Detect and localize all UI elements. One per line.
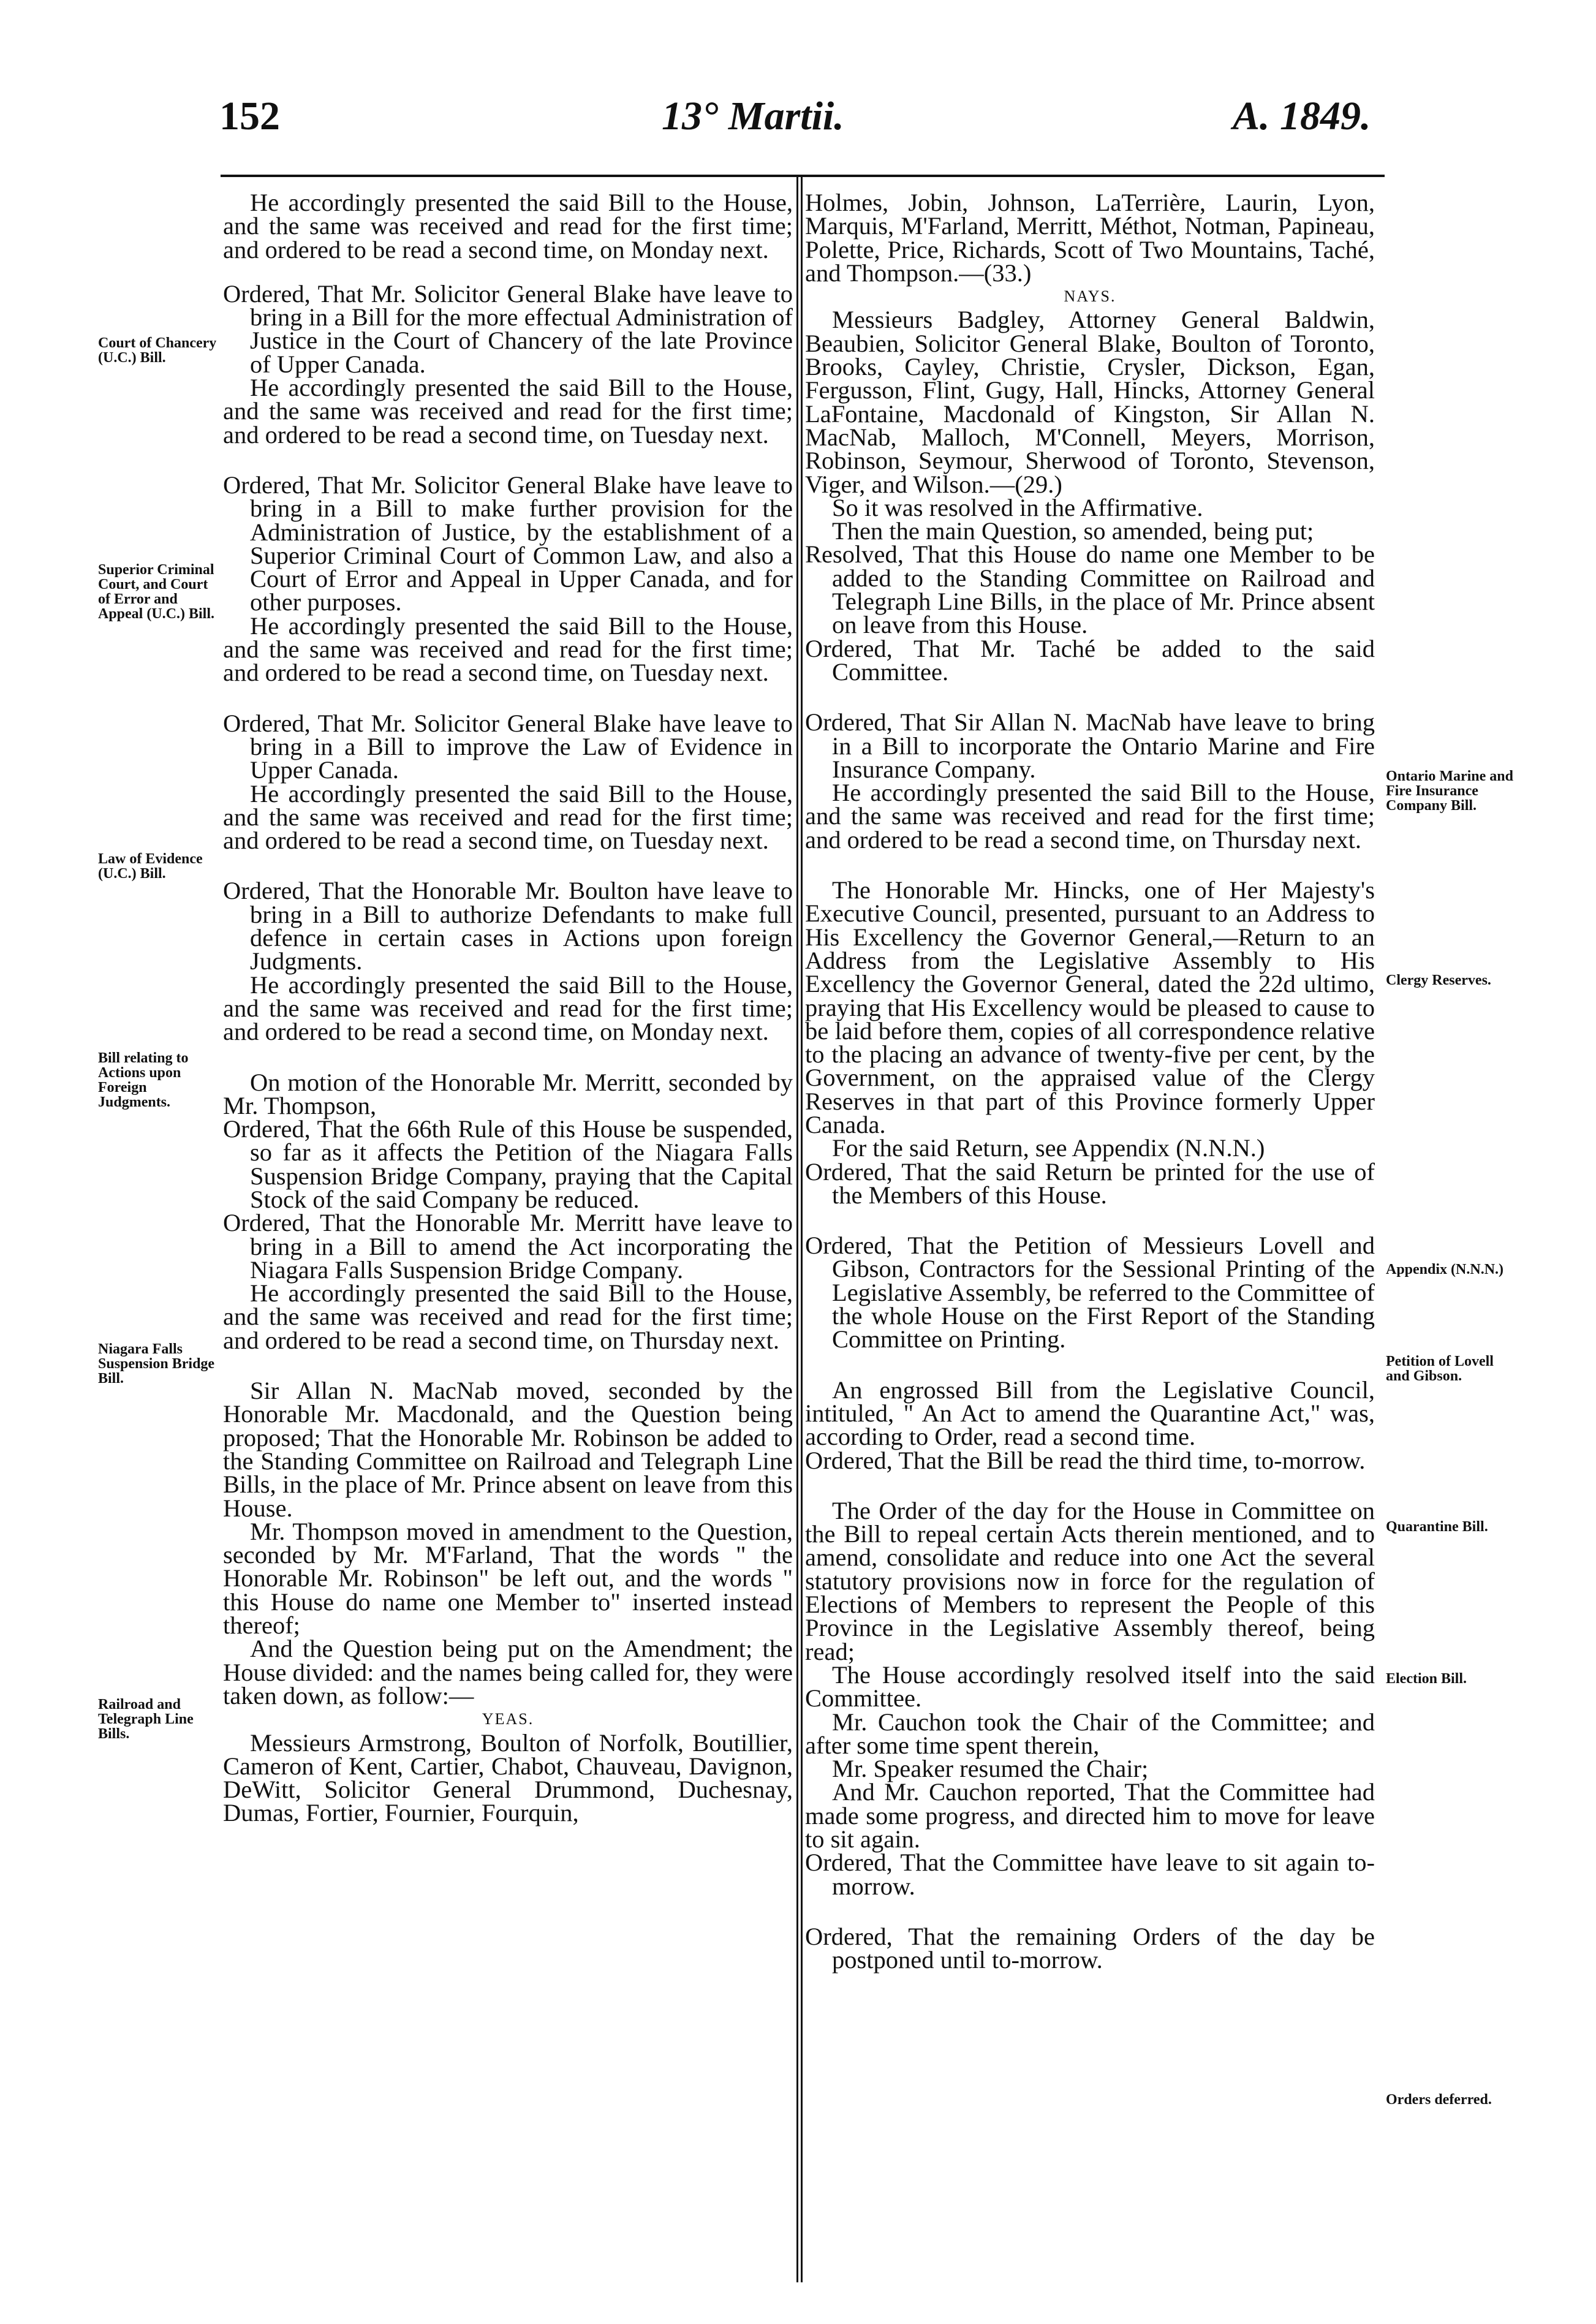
paragraph: He accordingly presented the said Bill to the House, and the same was received and read for the first time; and ordered to be read a second time, on Tuesday next. (223, 611, 793, 687)
header-rule (221, 175, 1385, 177)
margin-note-chancery: Court of Chancery (U.C.) Bill. (98, 335, 217, 366)
paragraph: The House accordingly resolved itself into the said Committee. (805, 1660, 1375, 1713)
paragraph: The Order of the day for the House in Committee on the Bill to repeal certain Acts therein mentioned, and to amend, consolidate and reduce into one Act the several statutory provisions now in force for the regulation of Elections of Members to represent the People of this Province in the Legislative Assembly thereof, being read; (805, 1496, 1375, 1665)
paragraph: And Mr. Cauchon reported, That the Committee had made some progress, and directed him to move for leave to sit again. (805, 1778, 1375, 1853)
paragraph: Ordered, That the Bill be read the third time, to-morrow. (805, 1446, 1366, 1474)
session-year: A. 1849. (1233, 94, 1371, 138)
paragraph: The Honorable Mr. Hincks, one of Her Majesty's Executive Council, presented, pursuant to an Address to His Excellency the Governor General,—Return to an Address from the Legislative Assembly to His Excellency the Governor General, dated the 22d ultimo, praying that His Excellency would be pleased to cause to be laid before them, copies of all correspondence relative to the placing an advance of twenty-five per cent, by the Government, on the appraised value of the Clergy Reserves in that part of this Province formerly Upper Canada. (805, 876, 1375, 1138)
yeas-heading: YEAS. (482, 1710, 534, 1728)
paragraph: Ordered, That Mr. Solicitor General Blake have leave to bring in a Bill to make further provision for the Administration of Justice, by the establishment of a Superior Criminal Court of Common Law, and also a Court of Error and Appeal in Upper Canada, and for other purposes. (223, 471, 793, 616)
yeas-list-continued: Holmes, Jobin, Johnson, LaTerrière, Laurin, Lyon, Marquis, M'Farland, Merritt, Méthot, Notman, Papineau, Polette, Price, Richards, Scott of Two Mountains, Taché, and Thompson.—(33.) (805, 189, 1375, 287)
margin-note-evidence: Law of Evidence (U.C.) Bill. (98, 851, 203, 882)
paragraph: He accordingly presented the said Bill to the House, and the same was received and read for the first time; and ordered to be read a second time, on Thursday next. (223, 1279, 793, 1354)
margin-note-petition: Petition of Lovell and Gibson. (1386, 1353, 1494, 1384)
paragraph: Mr. Speaker resumed the Chair; (832, 1755, 1149, 1783)
paragraph: Ordered, That Sir Allan N. MacNab have leave to bring in a Bill to incorporate the Ontario Marine and Fire Insurance Company. (805, 708, 1375, 783)
margin-note-election: Election Bill. (1386, 1671, 1467, 1687)
paragraph: Ordered, That the said Return be printed for the use of the Members of this House. (805, 1157, 1375, 1209)
paragraph: On motion of the Honorable Mr. Merritt, seconded by Mr. Thompson, (223, 1068, 793, 1119)
paragraph: He accordingly presented the said Bill to the House, and the same was received and read for the first time; and ordered to be read a second time, on Monday next. (223, 189, 793, 263)
session-date: 13° Martii. (662, 94, 844, 138)
column-divider-right (801, 175, 803, 2282)
nays-list: Messieurs Badgley, Attorney General Baldwin, Beaubien, Solicitor General Blake, Boulton of Toronto, Brooks, Cayley, Christie, Crysler, Dickson, Egan, Fergusson, Flint, Gugy, Hall, Hincks, Attorney General LaFontaine, Macdonald of Kingston, Sir Allan N. MacNab, Malloch, M'Connell, Meyers, Morrison, Robinson, Seymour, Sherwood of Toronto, Stevenson, Viger, and Wilson.—(29.) (805, 306, 1375, 498)
margin-note-appendix: Appendix (N.N.N.) (1386, 1262, 1504, 1277)
paragraph: Ordered, That Mr. Solicitor General Blake have leave to bring in a Bill for the more effectual Administration of Justice in the Court of Chancery of the late Province of Upper Canada. (223, 279, 793, 378)
paragraph: Mr. Thompson moved in amendment to the Question, seconded by Mr. M'Farland, That the words " the Honorable Mr. Robinson" be left out, and the words " this House do name one Member to" inserted instead thereof; (223, 1517, 793, 1640)
paragraph: He accordingly presented the said Bill to the House, and the same was received and read for the first time; and ordered to be read a second time, on Monday next. (223, 971, 793, 1046)
paragraph: For the said Return, see Appendix (N.N.N.) (832, 1134, 1265, 1162)
page-number: 152 (219, 94, 280, 138)
margin-note-ontario-marine: Ontario Marine and Fire Insurance Company Bill. (1386, 768, 1513, 814)
yeas-list: Messieurs Armstrong, Boulton of Norfolk, Boutillier, Cameron of Kent, Cartier, Chabot, Chauveau, Davignon, DeWitt, Solicitor General Drummond, Duchesnay, Dumas, Fortier, Fournier, Fourquin, (223, 1728, 793, 1827)
paragraph: Ordered, That the 66th Rule of this House be suspended, so far as it affects the Petition of the Niagara Falls Suspension Bridge Company, praying that the Capital Stock of the said Company be reduced. (223, 1115, 793, 1213)
margin-note-orders-deferred: Orders deferred. (1386, 2092, 1492, 2108)
paragraph: He accordingly presented the said Bill to the House, and the same was received and read for the first time; and ordered to be read a second time, on Tuesday next. (223, 374, 793, 449)
margin-note-criminal-court: Superior Criminal Court, and Court of Error and Appeal (U.C.) Bill. (98, 562, 215, 622)
margin-note-niagara: Niagara Falls Suspension Bridge Bill. (98, 1341, 215, 1387)
right-column (805, 191, 1375, 1972)
paragraph: Then the main Question, so amended, being put; (832, 517, 1314, 545)
paragraph: He accordingly presented the said Bill to the House, and the same was received and read for the first time; and ordered to be read a second time, on Thursday next. (805, 779, 1375, 854)
paragraph: Mr. Cauchon took the Chair of the Committee; and after some time spent therein, (805, 1708, 1375, 1759)
paragraph: Sir Allan N. MacNab moved, seconded by the Honorable Mr. Macdonald, and the Question being proposed; That the Honorable Mr. Robinson be added to the Standing Committee on Railroad and Telegraph Line Bills, in the place of Mr. Prince absent on leave from this House. (223, 1377, 793, 1522)
paragraph: Ordered, That Mr. Solicitor General Blake have leave to bring in a Bill to improve the Law of Evidence in Upper Canada. (223, 709, 793, 784)
paragraph: Ordered, That the Petition of Messieurs Lovell and Gibson, Contractors for the Sessional Printing of the Legislative Assembly, be referred to the Committee of the whole House on the First Report of the Standing Committee on Printing. (805, 1232, 1375, 1353)
paragraph: Resolved, That this House do name one Member to be added to the Standing Committee on Railroad and Telegraph Line Bills, in the place of Mr. Prince absent on leave from this House. (805, 540, 1375, 639)
nays-heading: NAYS. (1064, 287, 1116, 306)
margin-note-foreign-judgments: Bill relating to Actions upon Foreign Judgments. (98, 1050, 189, 1110)
paragraph: Ordered, That Mr. Taché be added to the said Committee. (805, 634, 1375, 686)
column-divider-left (796, 175, 798, 2282)
margin-note-clergy-reserves: Clergy Reserves. (1386, 972, 1491, 988)
paragraph: Ordered, That the Honorable Mr. Merritt have leave to bring in a Bill to amend the Act incorporating the Niagara Falls Suspension Bridge Company. (223, 1209, 793, 1284)
left-column (223, 191, 793, 1825)
paragraph: And the Question being put on the Amendment; the House divided: and the names being called for, they were taken down, as follow:— (223, 1635, 793, 1709)
margin-note-railroad: Railroad and Telegraph Line Bills. (98, 1697, 194, 1742)
paragraph: Ordered, That the Honorable Mr. Boulton have leave to bring in a Bill to authorize Defendants to make full defence in certain cases in Actions upon foreign Judgments. (223, 877, 793, 975)
paragraph: He accordingly presented the said Bill to the House, and the same was received and read for the first time; and ordered to be read a second time, on Tuesday next. (223, 779, 793, 855)
paragraph: An engrossed Bill from the Legislative Council, intituled, " An Act to amend the Quarantine Act," was, according to Order, read a second time. (805, 1376, 1375, 1451)
paragraph: Ordered, That the remaining Orders of the day be postponed until to-morrow. (805, 1922, 1375, 1974)
margin-note-quarantine: Quarantine Bill. (1386, 1519, 1488, 1535)
paragraph: So it was resolved in the Affirmative. (832, 493, 1203, 521)
paragraph: Ordered, That the Committee have leave to sit again to-morrow. (805, 1849, 1375, 1900)
